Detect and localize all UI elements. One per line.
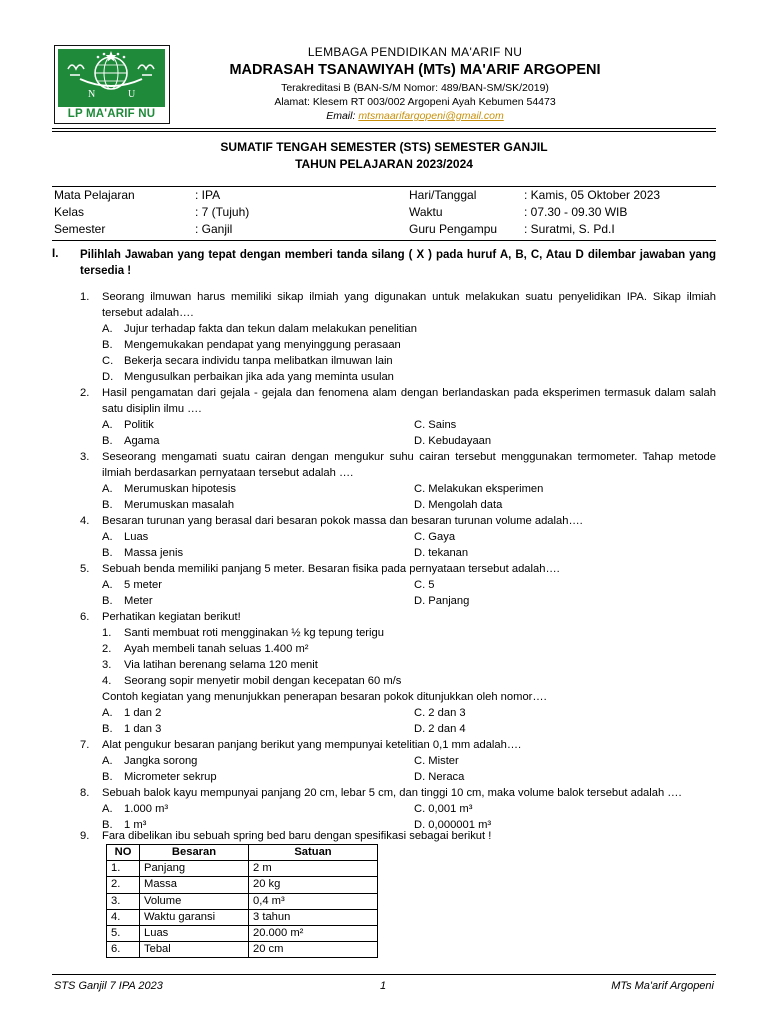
option-text: 1 dan 2 <box>124 707 162 719</box>
option-text: Micrometer sekrup <box>124 771 217 783</box>
option-letter: A. <box>102 803 113 815</box>
option-letter: B. <box>102 819 113 831</box>
option-text: Luas <box>124 531 149 543</box>
info-teacher-value: : Suratmi, S. Pd.I <box>524 222 615 236</box>
table-cell: Luas <box>140 926 249 942</box>
section-instruction: Pilihlah Jawaban yang tepat dengan memberi tanda silang ( X ) pada huruf A, B, C, Atau D dilembar jawaban yang tersedia ! <box>80 249 716 277</box>
table-row <box>107 942 378 958</box>
logo-letter-n: N <box>88 89 96 100</box>
logo-caption: LP MA'ARIF NU <box>67 108 156 120</box>
option-letter: A. <box>102 579 113 591</box>
option-letter: A. <box>102 707 113 719</box>
exam-title: SUMATIF TENGAH SEMESTER (STS) SEMESTER GANJIL <box>220 140 548 154</box>
option-letter: A. <box>102 531 113 543</box>
question-text: Fara dibelikan ibu sebuah spring bed baru dengan spesifikasi sebagai berikut ! <box>102 830 492 842</box>
table-row <box>107 861 378 877</box>
option-letter: C. <box>102 355 114 367</box>
list-item-number: 4. <box>102 675 112 687</box>
question-text: Perhatikan kegiatan berikut! <box>102 611 241 623</box>
info-class-label: Kelas <box>54 205 85 219</box>
question-number: 6. <box>80 611 90 623</box>
table-cell: 20.000 m² <box>249 926 378 942</box>
institution-org: LEMBAGA PENDIDIKAN MA'ARIF NU <box>307 45 523 59</box>
option-text: Jujur terhadap fakta dan tekun dalam melakukan penelitian <box>124 323 417 335</box>
footer-right: MTs Ma'arif Argopeni <box>611 980 714 992</box>
option-text: 5 meter <box>124 579 162 591</box>
question-text: Besaran turunan yang berasal dari besaran pokok massa dan besaran turunan volume adalah…. <box>102 515 583 527</box>
question-number: 7. <box>80 739 90 751</box>
list-item-text: Via latihan berenang selama 120 menit <box>124 659 318 671</box>
table-row <box>107 909 378 925</box>
option-letter: A. <box>102 483 113 495</box>
option-letter: B. <box>102 499 113 511</box>
info-date-label: Hari/Tanggal <box>409 188 477 202</box>
option-text: Mengusulkan perbaikan jika ada yang meminta usulan <box>124 371 394 383</box>
option-text: Agama <box>124 435 160 447</box>
option-text: Mengemukakan pendapat yang menyinggung perasaan <box>124 339 401 351</box>
info-bottom-rule <box>52 240 716 241</box>
info-subject-label: Mata Pelajaran <box>54 188 135 202</box>
logo-letter-u: U <box>128 89 136 100</box>
info-date-value: : Kamis, 05 Oktober 2023 <box>524 188 661 202</box>
option-letter: B. <box>102 771 113 783</box>
table-cell: 20 cm <box>249 942 378 958</box>
info-teacher-label: Guru Pengampu <box>409 222 498 236</box>
option-letter: B. <box>102 435 113 447</box>
institution-name: MADRASAH TSANAWIYAH (MTs) MA'ARIF ARGOPENI <box>229 62 601 78</box>
header-divider-thin <box>52 131 716 132</box>
option-text: 1 m³ <box>124 819 147 831</box>
exam-year: TAHUN PELAJARAN 2023/2024 <box>295 157 473 171</box>
list-item-number: 3. <box>102 659 112 671</box>
logo-emblem <box>58 49 165 107</box>
option-text: Jangka sorong <box>124 755 198 767</box>
institution-logo <box>54 45 170 124</box>
table-cell: 5. <box>107 926 140 942</box>
option-text: D. Kebudayaan <box>414 435 492 447</box>
list-item-number: 2. <box>102 643 112 655</box>
question-number: 9. <box>80 830 90 842</box>
spec-table <box>106 844 378 958</box>
option-text: Merumuskan masalah <box>124 499 235 511</box>
table-cell: 3. <box>107 893 140 909</box>
info-time-value: : 07.30 - 09.30 WIB <box>524 205 628 219</box>
option-letter: A. <box>102 755 113 767</box>
option-text: C. Gaya <box>414 531 456 543</box>
list-item-text: Ayah membeli tanah seluas 1.400 m² <box>124 643 309 655</box>
list-item-number: 1. <box>102 627 112 639</box>
header-divider <box>52 128 716 129</box>
question-text: Hasil pengamatan dari gejala - gejala dan fenomena alam dengan berlandaskan pada eksperimen termasuk dalam salah satu disiplin ilmu …. <box>102 387 716 415</box>
question-text: Alat pengukur besaran panjang berikut yang mempunyai ketelitian 0,1 mm adalah…. <box>102 739 522 751</box>
option-text: D. Panjang <box>414 595 470 607</box>
option-letter: B. <box>102 339 113 351</box>
table-cell: Massa <box>140 877 249 893</box>
question-number: 2. <box>80 387 90 399</box>
table-cell: 2. <box>107 877 140 893</box>
option-text: Merumuskan hipotesis <box>124 483 236 495</box>
table-row <box>107 893 378 909</box>
option-text: C. Melakukan eksperimen <box>414 483 544 495</box>
question-number: 5. <box>80 563 90 575</box>
table-header-row <box>107 845 378 861</box>
info-time-label: Waktu <box>409 205 443 219</box>
list-item-text: Santi membuat roti mengginakan ½ kg tepung terigu <box>124 627 384 639</box>
list-item-text: Seorang sopir menyetir mobil dengan kecepatan 60 m/s <box>124 675 402 687</box>
option-text: D. 0,000001 m³ <box>414 819 492 831</box>
institution-email-line <box>180 110 650 122</box>
footer-left: STS Ganjil 7 IPA 2023 <box>54 980 163 992</box>
option-letter: D. <box>102 371 114 383</box>
option-text: Bekerja secara individu tanpa melibatkan ilmuwan lain <box>124 355 393 367</box>
table-cell: 3 tahun <box>249 909 378 925</box>
question-number: 1. <box>80 291 90 303</box>
footer-rule <box>52 974 716 975</box>
page-number: 1 <box>380 980 387 992</box>
option-text: D. Neraca <box>414 771 465 783</box>
question-text: Sebuah balok kayu mempunyai panjang 20 cm, lebar 5 cm, dan tinggi 10 cm, maka volume balok tersebut adalah …. <box>102 787 682 799</box>
table-cell: 0,4 m³ <box>249 893 378 909</box>
info-semester-label: Semester <box>54 222 106 236</box>
question-stem: Contoh kegiatan yang menunjukkan penerapan besaran pokok ditunjukkan oleh nomor…. <box>102 691 547 703</box>
email-link[interactable]: mtsmaarifargopeni@gmail.com <box>358 110 504 122</box>
option-text: C. Sains <box>414 419 457 431</box>
question-text: Seorang ilmuwan harus memiliki sikap ilmiah yang digunakan untuk melakukan suatu penyelidikan IPA. Sikap ilmiah tersebut adalah…. <box>102 291 716 319</box>
table-cell: 20 kg <box>249 877 378 893</box>
option-text: Meter <box>124 595 153 607</box>
option-text: D. tekanan <box>414 547 469 559</box>
table-cell: 2 m <box>249 861 378 877</box>
option-letter: A. <box>102 419 113 431</box>
table-cell: Tebal <box>140 942 249 958</box>
question-text: Seseorang mengamati suatu cairan dengan mengukur suhu cairan tersebut menggunakan termometer. Tahap metode ilmiah berdasarkan pernyataan tersebut adalah …. <box>102 451 716 479</box>
table-cell: 1. <box>107 861 140 877</box>
option-text: C. 2 dan 3 <box>414 707 466 719</box>
option-text: D. Mengolah data <box>414 499 503 511</box>
column-header: NO <box>107 845 140 861</box>
question-number: 3. <box>80 451 90 463</box>
option-letter: A. <box>102 323 113 335</box>
info-subject-value: : IPA <box>195 188 221 202</box>
table-cell: Panjang <box>140 861 249 877</box>
option-text: D. 2 dan 4 <box>414 723 466 735</box>
column-header: Besaran <box>140 845 249 861</box>
option-letter: B. <box>102 547 113 559</box>
info-class-value: : 7 (Tujuh) <box>195 205 250 219</box>
option-text: 1.000 m³ <box>124 803 169 815</box>
table-cell: 4. <box>107 909 140 925</box>
table-row <box>107 926 378 942</box>
question-number: 8. <box>80 787 90 799</box>
option-letter: B. <box>102 595 113 607</box>
option-letter: B. <box>102 723 113 735</box>
option-text: 1 dan 3 <box>124 723 162 735</box>
question-number: 4. <box>80 515 90 527</box>
table-cell: Waktu garansi <box>140 909 249 925</box>
email-label: Email: <box>326 110 359 122</box>
option-text: C. 5 <box>414 579 435 591</box>
option-text: C. Mister <box>414 755 459 767</box>
option-text: C. 0,001 m³ <box>414 803 473 815</box>
option-text: Politik <box>124 419 154 431</box>
info-semester-value: : Ganjil <box>195 222 233 236</box>
institution-accreditation: Terakreditasi B (BAN-S/M Nomor: 489/BAN-SM/SK/2019) <box>281 82 549 94</box>
section-number: I. <box>52 248 59 260</box>
nu-globe-icon <box>58 49 165 107</box>
table-cell: 6. <box>107 942 140 958</box>
question-text: Sebuah benda memiliki panjang 5 meter. Besaran fisika pada pernyataan tersebut adalah…. <box>102 563 560 575</box>
institution-address: Alamat: Klesem RT 003/002 Argopeni Ayah Kebumen 54473 <box>274 96 556 108</box>
option-text: Massa jenis <box>124 547 184 559</box>
column-header: Satuan <box>249 845 378 861</box>
table-cell: Volume <box>140 893 249 909</box>
table-row <box>107 877 378 893</box>
